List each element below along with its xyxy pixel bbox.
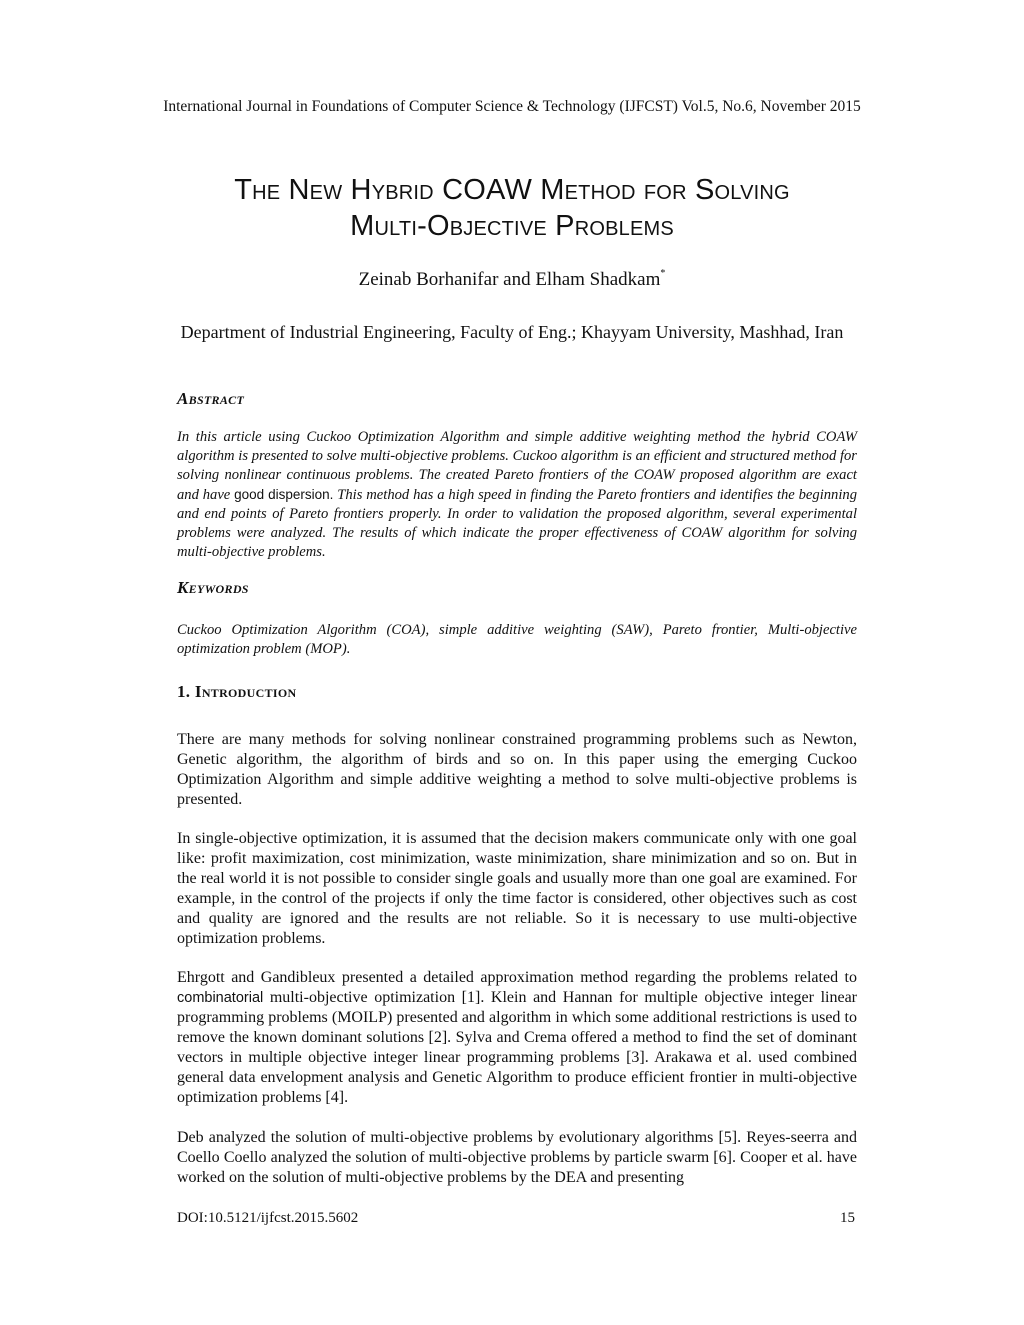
- paper-title: [80, 172, 944, 244]
- intro-paragraph-3: [177, 968, 857, 1108]
- abstract-text-part-1: In this article using Cuckoo Optimization Algorithm and simple additive weighting method the hybrid COAW algorithm is presented to solve multi-objective problems. Cuckoo algorithm is an efficient and structured method for solving nonlinear continuous problems. The created Pareto frontiers of the COAW proposed algorithm are exact and have: [177, 429, 857, 503]
- intro-paragraph-1: There are many methods for solving nonlinear constrained programming problems such as Newton, Genetic algorithm, the algorithm of birds and so on. In this paper using the emerging Cuckoo Optimization Algorithm and simple additive weighting a method to solve multi-objective problems is presented.: [177, 731, 857, 808]
- authors: Zeinab Borhanifar and Elham Shadkam: [358, 269, 661, 290]
- title-line-1: The New Hybrid COAW Method for Solving: [234, 174, 790, 206]
- intro-paragraph-4: Deb analyzed the solution of multi-objective problems by evolutionary algorithms [5]. Reyes-seerra and Coello Coello analyzed the solution of multi-objective problems by particle swarm [6]. Cooper et al. have worked on the solution of multi-objective problems by the DEA and presenting: [177, 1129, 857, 1186]
- introduction-heading: 1. Introduction: [177, 682, 297, 701]
- running-header: International Journal in Foundations of Computer Science & Technology (IJFCST) Vol.5, No.6, November 2015: [163, 98, 861, 115]
- abstract-text: [177, 428, 857, 562]
- author-line: [0, 268, 1024, 291]
- intro-paragraph-2: In single-objective optimization, it is assumed that the decision makers communicate only with one goal like: profit maximization, cost minimization, waste minimization, share minimization and so on. But in the real world it is not possible to consider single goals and usually more than one goal are examined. For example, in the control of the projects if only the time factor is considered, other objectives such as cost and quality are ignored and the results are not reliable. So it is necessary to use multi-objective optimization problems.: [177, 830, 857, 947]
- page-number: 15: [840, 1210, 855, 1226]
- keywords-text: Cuckoo Optimization Algorithm (COA), simple additive weighting (SAW), Pareto frontier, Multi-objective optimization problem (MOP).: [177, 622, 857, 657]
- intro-paragraph-3-part-1: Ehrgott and Gandibleux presented a detailed approximation method regarding the problems related to: [177, 969, 857, 986]
- footer-doi: DOI:10.5121/ijfcst.2015.5602: [177, 1210, 359, 1226]
- keywords-heading: Keywords: [177, 578, 249, 597]
- intro-paragraph-3-part-2: combinatorial: [177, 990, 264, 1006]
- intro-paragraph-3-part-3: multi-objective optimization [1]. Klein and Hannan for multiple objective integer linear programming problems (MOILP) presented and algorithm in which some additional restrictions is used to remove the known dominant solutions [2]. Sylva and Crema offered a method to find the set of dominant vectors in multiple objective integer linear programming problems [3]. Arakawa et al. used combined general data envelopment analysis and Genetic Algorithm to produce efficient frontier in multi-objective optimization problems [4].: [177, 989, 857, 1106]
- abstract-text-part-2: good dispersion.: [234, 487, 334, 502]
- abstract-text-part-3: This method has a high speed in finding the Pareto frontiers and identifies the beginning and end points of Pareto frontiers properly. In order to validation the proposed algorithm, several experimental problems were analyzed. The results of which indicate the proper effectiveness of COAW algorithm for solving multi-objective problems.: [177, 487, 857, 560]
- affiliation: Department of Industrial Engineering, Faculty of Eng.; Khayyam University, Mashhad, Iran: [180, 322, 844, 342]
- title-line-2: Multi-Objective Problems: [350, 210, 674, 242]
- abstract-heading: Abstract: [177, 389, 245, 408]
- corresponding-author-mark: *: [660, 268, 666, 279]
